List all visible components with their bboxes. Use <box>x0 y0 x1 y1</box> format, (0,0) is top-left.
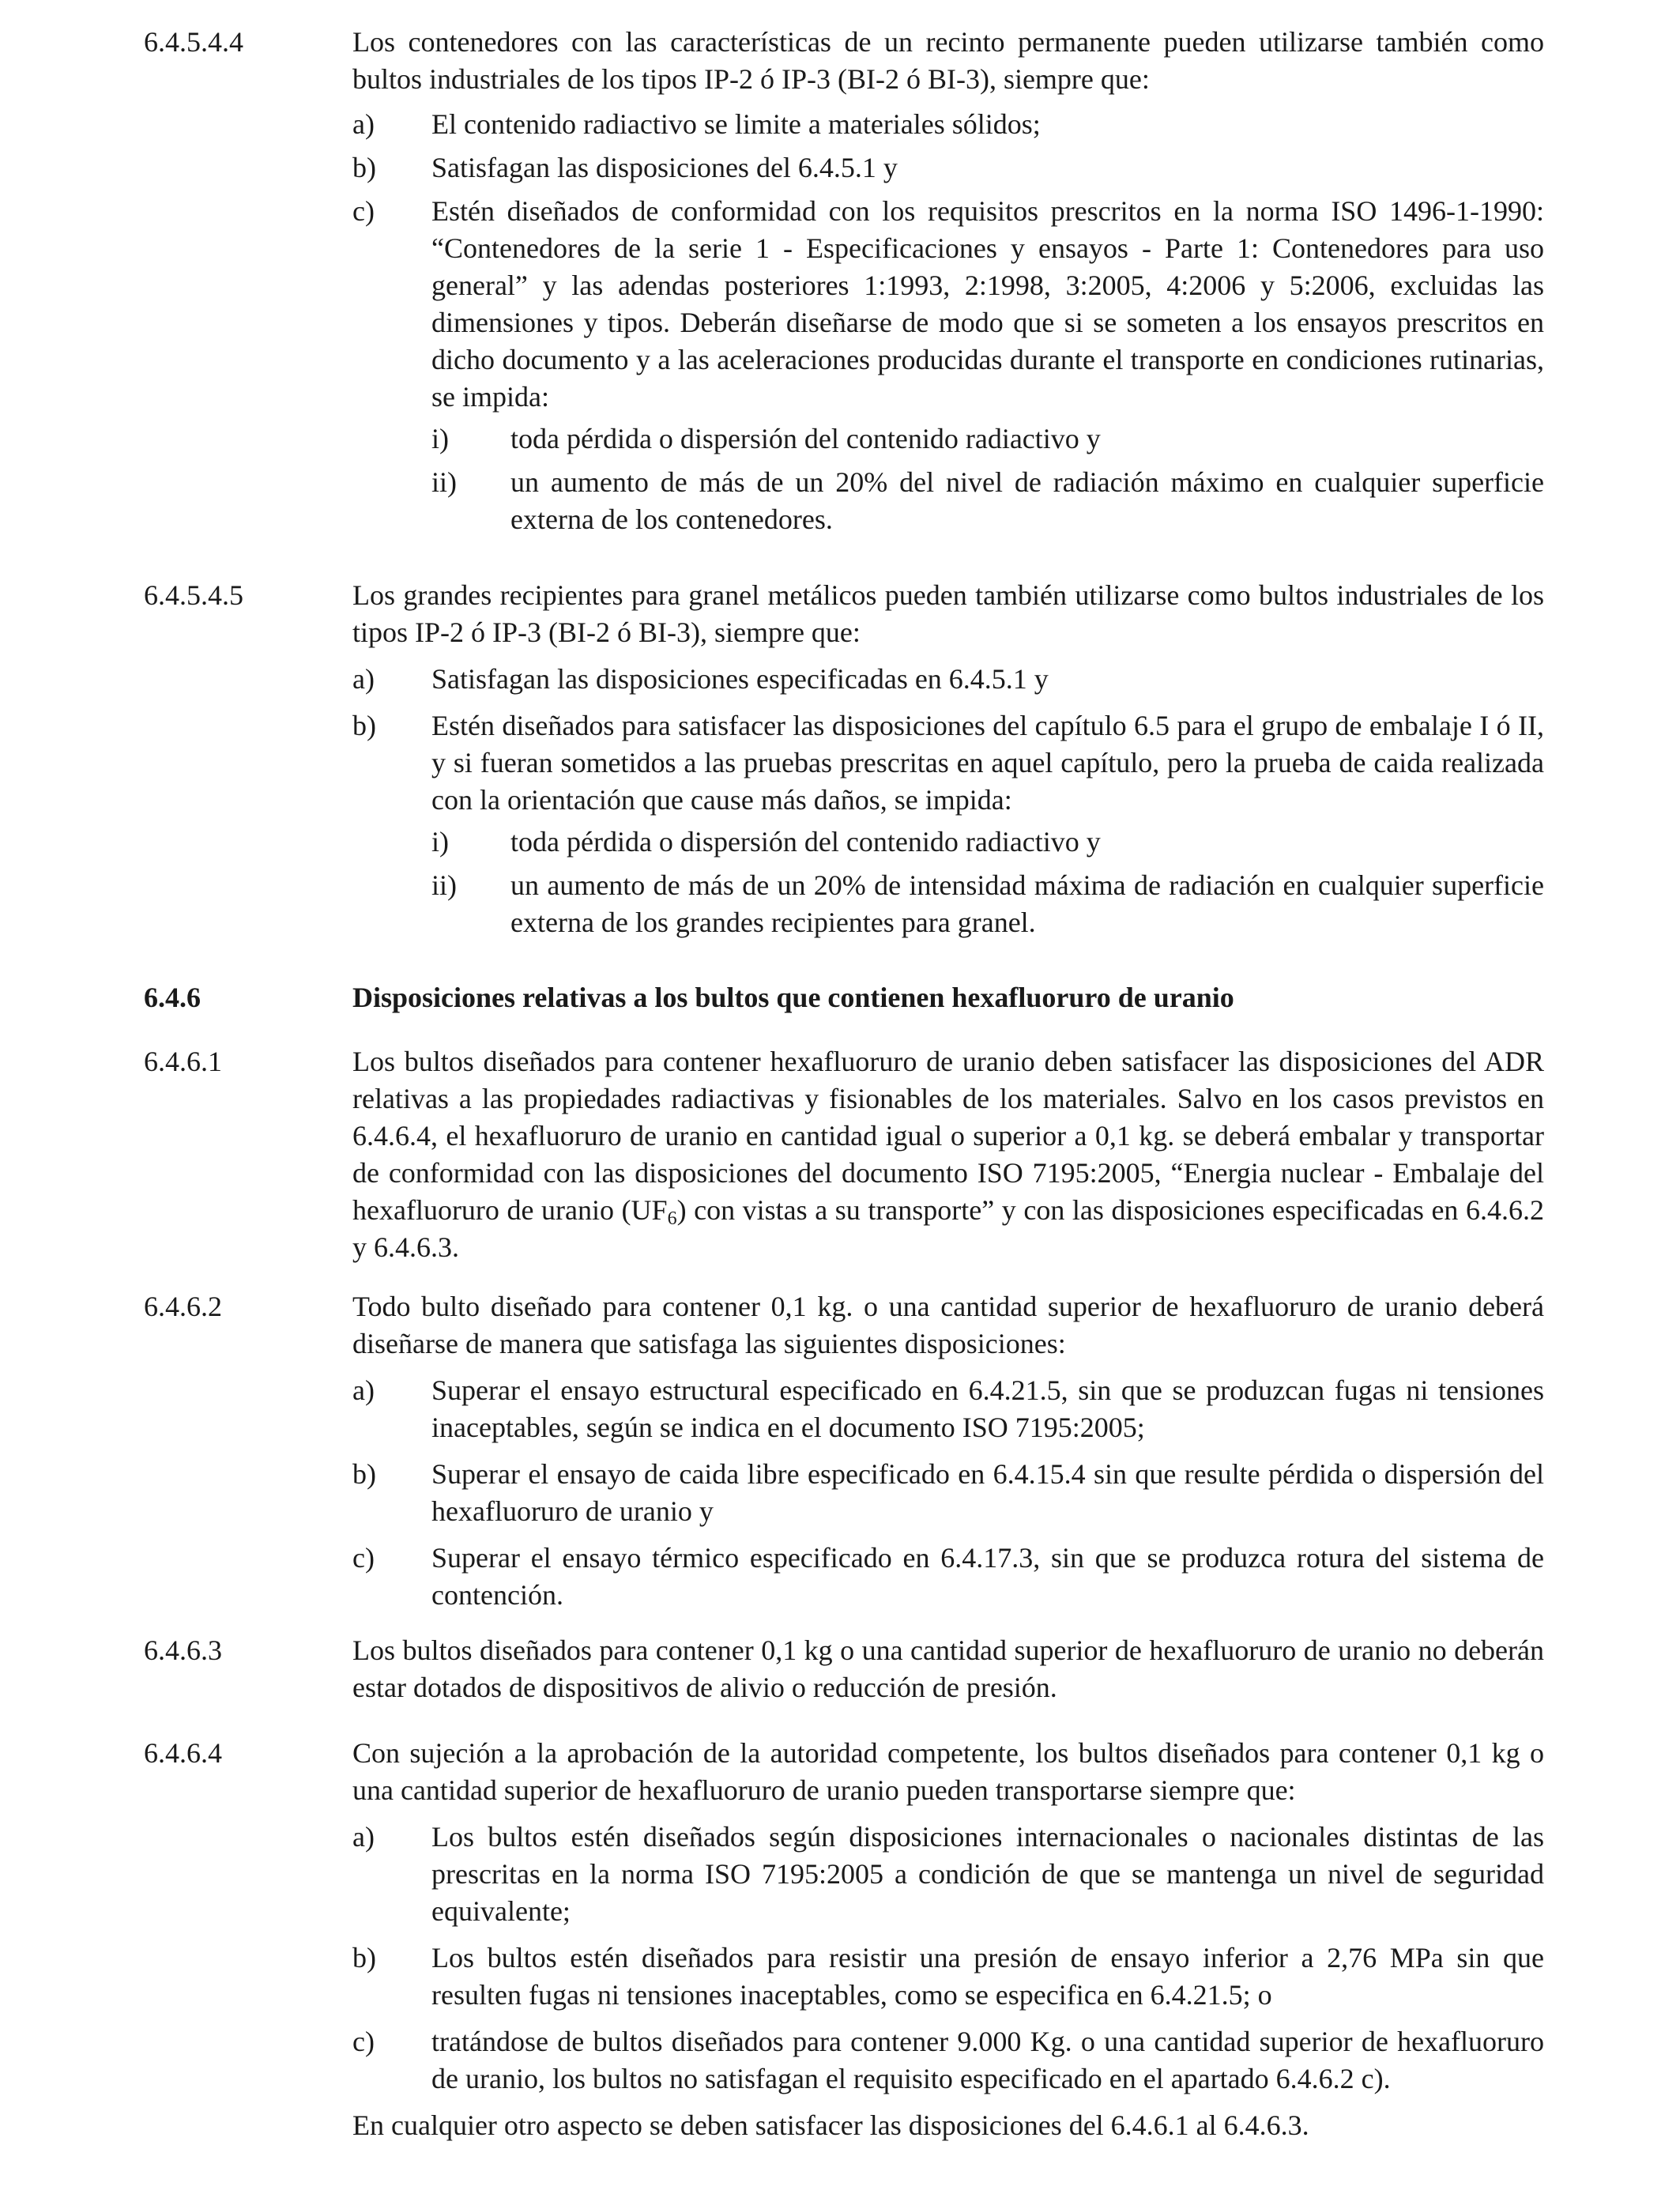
section-text-part: ) con vistas a su transporte” y con las disposiciones especificadas en 6.4.6.2 y 6.4.6.3. <box>352 1194 1544 1263</box>
heading-title: Disposiciones relativas a los bultos que contienen hexafluoruro de uranio <box>352 982 1234 1013</box>
section-text <box>352 1043 1544 1266</box>
section-body <box>352 24 1544 538</box>
section-number: 6.4.6.1 <box>144 1046 222 1077</box>
section-body <box>352 1288 1544 1614</box>
list-item <box>352 661 1544 698</box>
list-item-text: tratándose de bultos diseñados para contener 9.000 Kg. o una cantidad superior de hexafluoruro de uranio, los bultos no satisfagan el requisito especificado en el apartado 6.4.6.2 c). <box>431 2026 1544 2094</box>
list-item <box>352 2023 1544 2098</box>
list-item-label: c) <box>352 195 375 227</box>
list-item <box>352 1819 1544 1930</box>
sub-list-item <box>431 420 1544 458</box>
list-item-label: b) <box>352 1458 376 1490</box>
section-number: 6.4.5.4.4 <box>144 26 243 58</box>
sub-list-item-label: ii) <box>431 869 457 901</box>
section-number: 6.4.6.2 <box>144 1291 222 1322</box>
sub-list-item-text: un aumento de más de un 20% de intensidad máxima de radiación en cualquier superficie externa de los grandes recipientes para granel. <box>510 869 1544 938</box>
list-item-text: Satisfagan las disposiciones del 6.4.5.1 y <box>431 152 898 183</box>
list-item-text: Satisfagan las disposiciones especificadas en 6.4.5.1 y <box>431 663 1049 695</box>
list-item-label: a) <box>352 1821 375 1853</box>
list-item-label: b) <box>352 152 376 183</box>
section-text-part: Los bultos diseñados para contener hexafluoruro de uranio deben satisfacer las disposiciones del ADR relativas a las propiedades radiactivas y fisionables de los materiales. Salvo en los casos previstos en 6.4.6.4, el hexafluoruro de uranio en cantidad igual o superior a 0,1 kg. se deberá embalar y transportar de conformidad con las disposiciones del documento ISO 7195:2005, “Energia nuclear - Embalaje del hexafluoruro de uranio (UF <box>352 1046 1544 1226</box>
section-body <box>352 577 1544 941</box>
section-number: 6.4.6.3 <box>144 1634 222 1666</box>
list-item-label: c) <box>352 1542 375 1574</box>
list-item-label: a) <box>352 108 375 140</box>
sub-list-item-label: ii) <box>431 466 457 498</box>
section-closing: En cualquier otro aspecto se deben satisfacer las disposiciones del 6.4.6.1 al 6.4.6.3. <box>352 2109 1309 2141</box>
section-body <box>352 1735 1544 2144</box>
section-number: 6.4.6.4 <box>144 1737 222 1769</box>
sub-list-item-text: toda pérdida o dispersión del contenido radiactivo y <box>510 423 1101 454</box>
sub-list-item <box>431 867 1544 941</box>
list-item <box>352 1372 1544 1446</box>
section-intro: Los grandes recipientes para granel metálicos pueden también utilizarse como bultos industriales de los tipos IP-2 ó IP-3 (BI-2 ó BI-3), siempre que: <box>352 579 1544 648</box>
list-item <box>352 707 1544 819</box>
list-item <box>352 1456 1544 1530</box>
list-item <box>352 149 1544 187</box>
sub-list-item-text: toda pérdida o dispersión del contenido radiactivo y <box>510 826 1101 858</box>
list-item-text: Superar el ensayo térmico especificado en 6.4.17.3, sin que se produzca rotura del sistema de contención. <box>431 1542 1544 1611</box>
list-item <box>352 1540 1544 1614</box>
list-item-text: Los bultos estén diseñados según disposiciones internacionales o nacionales distintas de las prescritas en la norma ISO 7195:2005 a condición de que se mantenga un nivel de seguridad equivalente; <box>431 1821 1544 1927</box>
sub-list-item <box>431 824 1544 861</box>
list-item-text: Estén diseñados de conformidad con los requisitos prescritos en la norma ISO 1496-1-1990: “Contenedores de la serie 1 - Especificaciones y ensayos - Parte 1: Contenedores para uso general” y las adendas posteriores 1:1993, 2:1998, 3:2005, 4:2006 y 5:2006, excluidas las dimensiones y tipos. Deberán diseñarse de modo que si se someten a los ensayos prescritos en dicho documento y a las aceleraciones producidas durante el transporte en condiciones rutinarias, se impida: <box>431 195 1544 413</box>
list-item-text: Superar el ensayo de caida libre especificado en 6.4.15.4 sin que resulte pérdida o dispersión del hexafluoruro de uranio y <box>431 1458 1544 1527</box>
sub-list-item-label: i) <box>431 423 449 454</box>
list-item-text: Los bultos estén diseñados para resistir una presión de ensayo inferior a 2,76 MPa sin que resulten fugas ni tensiones inaceptables, como se especifica en 6.4.21.5; o <box>431 1942 1544 2011</box>
section-intro: Todo bulto diseñado para contener 0,1 kg. o una cantidad superior de hexafluoruro de uranio deberá diseñarse de manera que satisfaga las siguientes disposiciones: <box>352 1291 1544 1359</box>
sub-list-item-label: i) <box>431 826 449 858</box>
subscript: 6 <box>667 1208 677 1229</box>
list-item-label: a) <box>352 1374 375 1406</box>
section-body <box>352 1043 1544 1266</box>
list-item <box>352 106 1544 143</box>
list-item-text: El contenido radiactivo se limite a materiales sólidos; <box>431 108 1041 140</box>
section-intro: Los contenedores con las características de un recinto permanente pueden utilizarse también como bultos industriales de los tipos IP-2 ó IP-3 (BI-2 ó BI-3), siempre que: <box>352 26 1544 95</box>
section-text: Los bultos diseñados para contener 0,1 kg o una cantidad superior de hexafluoruro de uranio no deberán estar dotados de dispositivos de alivio o reducción de presión. <box>352 1634 1544 1703</box>
section-number: 6.4.5.4.5 <box>144 579 243 611</box>
list-item-text: Estén diseñados para satisfacer las disposiciones del capítulo 6.5 para el grupo de embalaje I ó II, y si fueran sometidos a las pruebas prescritas en aquel capítulo, pero la prueba de caida realizada con la orientación que cause más daños, se impida: <box>431 710 1544 816</box>
list-item-text: Superar el ensayo estructural especificado en 6.4.21.5, sin que se produzcan fugas ni tensiones inaceptables, según se indica en el documento ISO 7195:2005; <box>431 1374 1544 1443</box>
list-item-label: a) <box>352 663 375 695</box>
list-item <box>352 193 1544 416</box>
section-intro: Con sujeción a la aprobación de la autoridad competente, los bultos diseñados para contener 0,1 kg o una cantidad superior de hexafluoruro de uranio pueden transportarse siempre que: <box>352 1737 1544 1806</box>
list-item <box>352 1940 1544 2014</box>
sub-list-item <box>431 464 1544 538</box>
list-item-label: c) <box>352 2026 375 2057</box>
list-item-label: b) <box>352 710 376 741</box>
list-item-label: b) <box>352 1942 376 1973</box>
heading-number: 6.4.6 <box>144 982 201 1013</box>
section-body <box>352 1632 1544 1706</box>
sub-list-item-text: un aumento de más de un 20% del nivel de radiación máximo en cualquier superficie externa de los contenedores. <box>510 466 1544 535</box>
